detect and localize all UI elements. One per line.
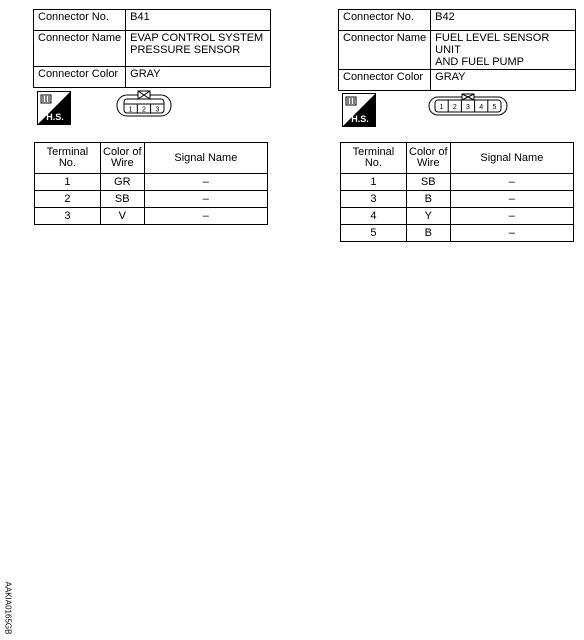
connector-panel-b42 (338, 9, 576, 91)
terminal-cell: 1 (341, 174, 407, 191)
terminal-cell: 5 (341, 225, 407, 242)
pin-label: 5 (492, 104, 497, 111)
hs-harness-side-icon (37, 91, 71, 125)
connector-no-row (34, 10, 271, 31)
table-row (341, 174, 574, 191)
terminal-table-panel-b42 (340, 142, 574, 242)
table-row (35, 191, 268, 208)
figure-code (2, 581, 14, 635)
connector-color-label: Connector Color (34, 67, 126, 88)
wire-color-cell: SB (406, 174, 450, 191)
hs-label: H.S. (351, 114, 369, 124)
header-color-of-wire: Color of Wire (406, 143, 450, 174)
connector-no-value: B41 (126, 10, 271, 31)
hs-label: H.S. (46, 112, 64, 122)
header-terminal-no: Terminal No. (341, 143, 407, 174)
connector-no-row (339, 10, 576, 31)
pin-label: 1 (439, 104, 444, 111)
wire-color-cell: Y (406, 208, 450, 225)
terminal-table-header (35, 143, 268, 174)
terminal-cell: 1 (35, 174, 101, 191)
connector-name-line1: EVAP CONTROL SYSTEM (130, 32, 264, 44)
terminal-table-panel-b41 (34, 142, 268, 225)
signal-name-cell: – (450, 174, 573, 191)
terminal-table-header (341, 143, 574, 174)
terminal-table (34, 142, 268, 225)
hs-harness-side-icon (342, 93, 376, 127)
connector-name-label: Connector Name (339, 31, 431, 70)
pin-label: 2 (142, 106, 146, 114)
connector-face-3pin (116, 90, 172, 118)
connector-color-value: GRAY (431, 70, 576, 91)
wire-color-cell: B (406, 225, 450, 242)
signal-name-cell: – (144, 208, 267, 225)
signal-name-cell: – (450, 191, 573, 208)
connector-name-value (126, 31, 271, 67)
connector-face-5pin (428, 93, 508, 117)
header-signal-name: Signal Name (450, 143, 573, 174)
connector-no-label: Connector No. (34, 10, 126, 31)
connector-name-label: Connector Name (34, 31, 126, 67)
pin-label: 2 (452, 104, 457, 111)
pin-label: 3 (155, 106, 160, 114)
figure-code-text: AAKIA0165GB (3, 581, 13, 635)
wire-color-cell: SB (100, 191, 144, 208)
terminal-cell: 3 (35, 208, 101, 225)
table-row (35, 208, 268, 225)
table-row (35, 174, 268, 191)
terminal-cell: 2 (35, 191, 101, 208)
connector-no-label: Connector No. (339, 10, 431, 31)
connector-no-value: B42 (431, 10, 576, 31)
pin-label: 3 (466, 104, 470, 111)
table-row (341, 225, 574, 242)
connector-panel-b41 (33, 9, 271, 88)
pin-label: 4 (479, 104, 484, 111)
table-row (341, 208, 574, 225)
connector-info-table (33, 9, 271, 88)
connector-name-row (34, 31, 271, 67)
connector-info-table (338, 9, 576, 91)
connector-name-line1: FUEL LEVEL SENSOR UNIT (435, 32, 550, 56)
signal-name-cell: – (144, 191, 267, 208)
connector-color-value: GRAY (126, 67, 271, 88)
signal-name-cell: – (144, 174, 267, 191)
connector-color-row (339, 70, 576, 91)
connector-color-row (34, 67, 271, 88)
wire-color-cell: B (406, 191, 450, 208)
connector-name-value (431, 31, 576, 70)
signal-name-cell: – (450, 208, 573, 225)
header-terminal-no: Terminal No. (35, 143, 101, 174)
connector-name-line2: AND FUEL PUMP (435, 56, 524, 68)
connector-name-line2: PRESSURE SENSOR (130, 44, 241, 56)
terminal-cell: 4 (341, 208, 407, 225)
wire-color-cell: V (100, 208, 144, 225)
connector-color-label: Connector Color (339, 70, 431, 91)
pin-label: 1 (128, 106, 133, 114)
connector-name-row (339, 31, 576, 70)
table-row (341, 191, 574, 208)
terminal-cell: 3 (341, 191, 407, 208)
header-color-of-wire: Color of Wire (100, 143, 144, 174)
terminal-table (340, 142, 574, 242)
header-signal-name: Signal Name (144, 143, 267, 174)
signal-name-cell: – (450, 225, 573, 242)
wire-color-cell: GR (100, 174, 144, 191)
